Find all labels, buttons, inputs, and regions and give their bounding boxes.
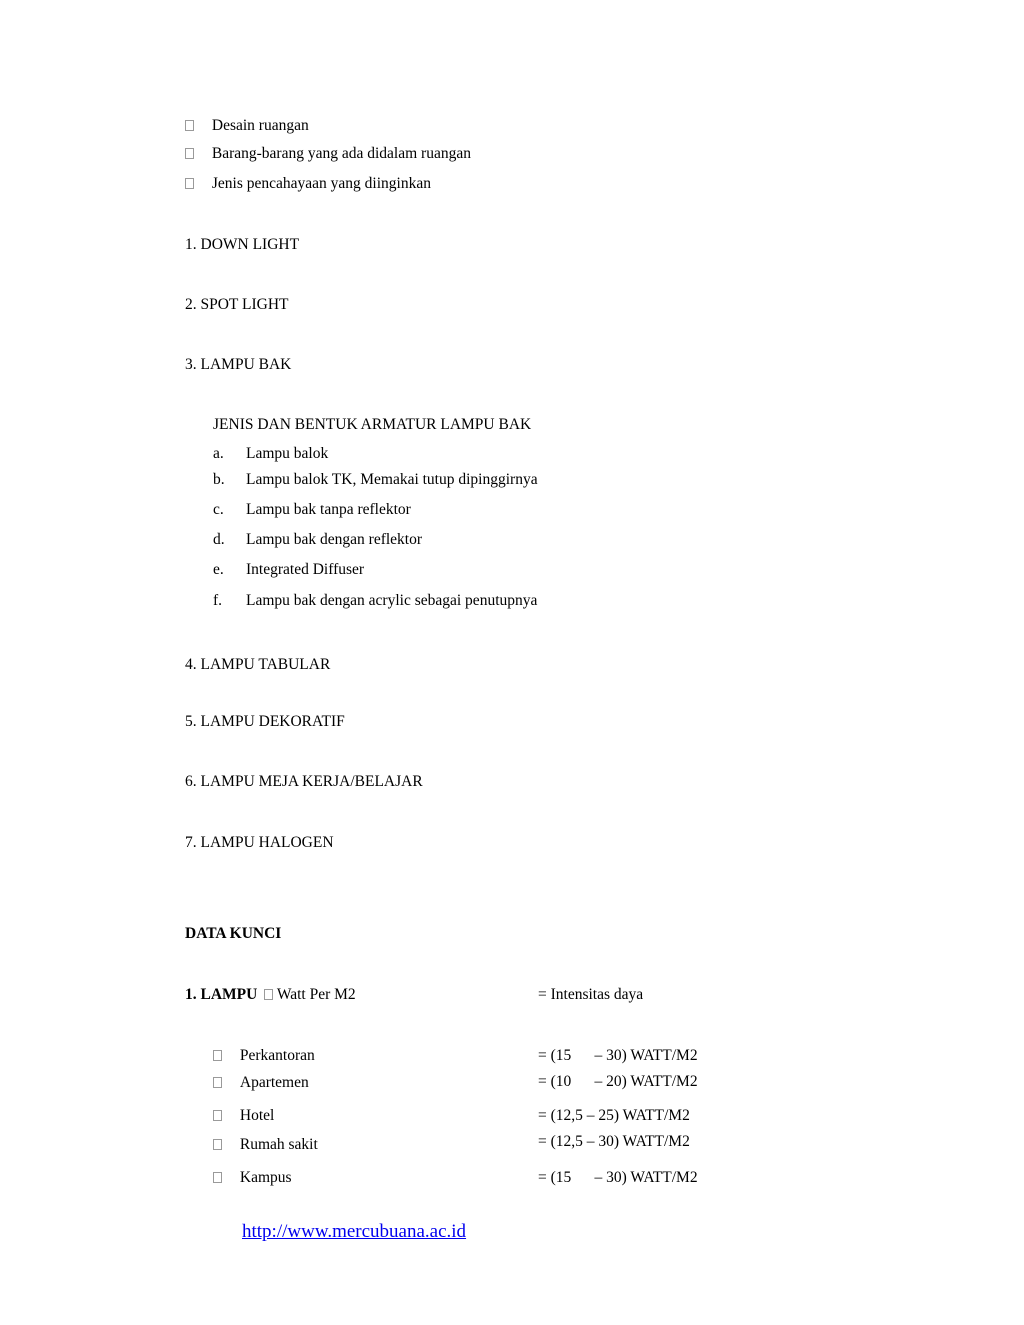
lampu-label: 1. LAMPU [185, 986, 258, 1003]
lamp-type-2: 2. SPOT LIGHT [185, 296, 289, 313]
lampu-value: = Intensitas daya [538, 986, 644, 1003]
intensity-row [213, 1075, 309, 1091]
armatur-item: Lampu bak dengan acrylic sebagai penutupnya [246, 592, 538, 609]
intensity-row [213, 1108, 274, 1124]
bullet-box-icon [213, 1110, 222, 1121]
intensity-row [213, 1137, 318, 1153]
lamp-type-5: 5. LAMPU DEKORATIF [185, 713, 345, 730]
bullet-text: Barang-barang yang ada didalam ruangan [211, 145, 471, 162]
lamp-type-3: 3. LAMPU BAK [185, 356, 292, 373]
armatur-item: Lampu bak dengan reflektor [246, 531, 423, 548]
intensity-value: = (12,5 – 25) WATT/M2 [538, 1107, 690, 1124]
lamp-type-6: 6. LAMPU MEJA KERJA/BELAJAR [185, 773, 423, 790]
bullet-box-icon [213, 1139, 222, 1150]
footer-website-link[interactable]: http://www.mercubuana.ac.id [242, 1221, 467, 1242]
lampu-unit: Watt Per M2 [276, 986, 356, 1003]
intensity-value: = (12,5 – 30) WATT/M2 [538, 1133, 690, 1150]
lampu-row [185, 987, 356, 1003]
bullet-box-icon [213, 1172, 222, 1183]
lamp-type-7: 7. LAMPU HALOGEN [185, 834, 334, 851]
intensity-row [213, 1170, 292, 1186]
armatur-item: Lampu balok [246, 445, 329, 462]
intensity-label: Kampus [239, 1169, 292, 1186]
armatur-marker: b. [213, 471, 225, 488]
bullet-item [185, 176, 431, 192]
intensity-value: = (15 – 30) WATT/M2 [538, 1169, 698, 1186]
bullet-box-icon [213, 1077, 222, 1088]
bullet-box-icon [185, 178, 194, 189]
bullet-box-icon [213, 1050, 222, 1061]
armatur-marker: f. [213, 592, 223, 609]
bullet-item [185, 146, 471, 162]
bullet-item [185, 118, 309, 134]
data-kunci-heading: DATA KUNCI [185, 925, 282, 942]
intensity-label: Apartemen [239, 1074, 309, 1091]
armatur-marker: e. [213, 561, 224, 578]
lamp-type-4: 4. LAMPU TABULAR [185, 656, 331, 673]
armatur-marker: c. [213, 501, 224, 518]
intensity-label: Hotel [239, 1107, 275, 1124]
arrow-box-icon [264, 989, 273, 1000]
armatur-marker: d. [213, 531, 225, 548]
bullet-box-icon [185, 120, 194, 131]
intensity-value: = (15 – 30) WATT/M2 [538, 1047, 698, 1064]
intensity-row [213, 1048, 315, 1064]
intensity-label: Perkantoran [239, 1047, 315, 1064]
armatur-heading: JENIS DAN BENTUK ARMATUR LAMPU BAK [213, 416, 532, 433]
lamp-type-1: 1. DOWN LIGHT [185, 236, 300, 253]
bullet-text: Desain ruangan [211, 117, 309, 134]
armatur-item: Integrated Diffuser [246, 561, 365, 578]
armatur-item: Lampu bak tanpa reflektor [246, 501, 411, 518]
armatur-item: Lampu balok TK, Memakai tutup dipinggirnya [246, 471, 538, 488]
armatur-marker: a. [213, 445, 224, 462]
intensity-label: Rumah sakit [239, 1136, 318, 1153]
intensity-value: = (10 – 20) WATT/M2 [538, 1073, 698, 1090]
bullet-text: Jenis pencahayaan yang diinginkan [211, 175, 431, 192]
bullet-box-icon [185, 148, 194, 159]
